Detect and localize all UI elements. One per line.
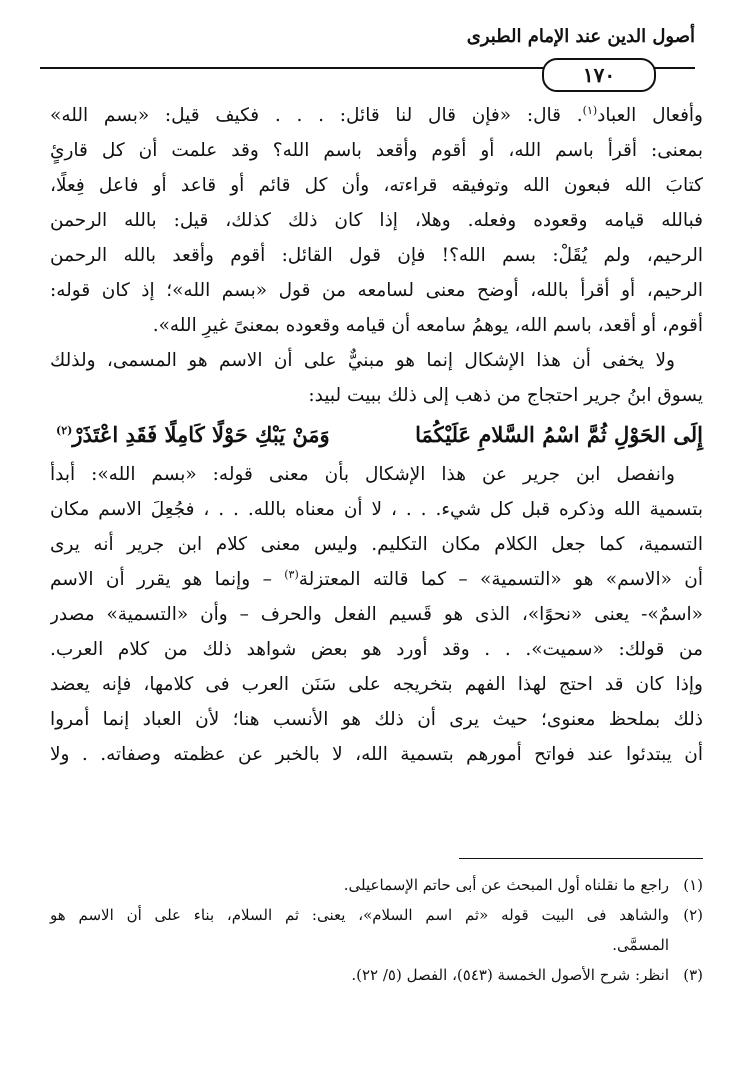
footnote-continuation: المسمَّى.	[612, 936, 669, 954]
footnotes	[50, 870, 703, 990]
text-line: وإذا كان قد احتج لهذا الفهم بتخريجه على سَنَن العرب فى كلامها، فإنه يعضد	[50, 674, 703, 695]
text-line: ولا يخفى أن هذا الإشكال إنما هو مبنيٌّ على أن الاسم هو المسمى، ولذلك	[50, 350, 675, 371]
text-line: بمعنى: أقرأ باسم الله، أو أقوم وأقعد باسم الله؟ وقد علمت أن كل قارئٍ	[50, 140, 703, 161]
text-line: ذلك بملحظ معنوى؛ حيث يرى أن ذلك هو الأنسب هنا؛ لأن العباد إنما أمروا	[50, 709, 703, 730]
footnote-ref: (١)	[582, 103, 598, 117]
text-line: من قولك: «سميت». . . وقد أورد هو بعض شواهد ذلك من كلام العرب.	[50, 639, 703, 660]
text-line: فبالله قيامه وقعوده وفعله. وهلا، إذا كان ذلك كذلك، قيل: بالله الرحمن	[50, 210, 703, 231]
text-line: التسمية، كما جعل الكلام مكان التكليم. وليس معنى كلام ابن جرير أنه يرى	[50, 534, 703, 555]
text-line: أن يبتدئوا عند فواتح أمورهم بتسمية الله، لا بالخبر عن عظمته وصفاته. . ولا	[50, 744, 703, 765]
text-line: الرحيم، أو أقرأ بالله، أوضح معنى لسامعه من قول «بسم الله»؛ إذ كان قوله:	[50, 280, 703, 301]
page-number: ١٧٠	[542, 58, 656, 92]
footnote: (١)راجع ما نقلناه أول المبحث عن أبى حاتم الإسماعيلى.	[343, 876, 703, 894]
footnote: (٣)انظر: شرح الأصول الخمسة (٥٤٣)، الفصل (٥/ ٢٢).	[351, 966, 703, 984]
text-line: بتسمية الله وذكره قبل كل شيء. . . ، لا أن معناه بالله. . . ، فجُعِلَ الاسم مكان	[50, 499, 703, 520]
text-line: «اسمٌ»- يعنى «نحوًا»، الذى هو قَسيم الفعل والحرف – وأن «التسمية» مصدر	[50, 604, 703, 625]
verse-second-hemistich: وَمَنْ يَبْكِ حَوْلًا كَامِلًا فَقَدِ اعْتَذَرْ$^{(٢)}$	[56, 422, 330, 447]
text-line: أن «الاسم» هو «التسمية» – كما قالته المعتزلة$^{(٣)}$ – وإنما هو يقرر أن الاسم	[50, 567, 703, 590]
footnote: (٢)والشاهد فى البيت قوله «ثم اسم السلام»، يعنى: ثم السلام، بناء على أن الاسم هو	[50, 906, 703, 924]
footnote-ref: (٢)	[56, 424, 73, 437]
main-text	[50, 98, 703, 772]
running-title: أصول الدين عند الإمام الطبرى	[466, 26, 695, 47]
text-line: وأفعال العباد$^{(١)}$. قال: «فإن قال لنا قائل: . . . فكيف قيل: «بسم الله»	[50, 103, 703, 126]
text-line: الرحيم، ولم يُقَلْ: بسم الله؟! فإن قول القائل: أقوم وأقعد بالله الرحمن	[50, 245, 703, 266]
footnote-rule	[459, 858, 703, 859]
text-line: يسوق ابنُ جرير احتجاج من ذهب إلى ذلك ببيت لبيد:	[308, 385, 703, 406]
text-line: وانفصل ابن جرير عن هذا الإشكال بأن معنى قوله: «بسم الله»: أبدأ	[50, 464, 675, 485]
footnote-ref: (٣)	[284, 567, 299, 581]
verse-first-hemistich: إِلَى الحَوْلِ ثُمَّ اسْمُ السَّلامِ عَلَيْكُمَا	[415, 422, 703, 447]
poetry-verse	[50, 413, 703, 457]
text-line: أقوم، أو أقعد، باسم الله، يوهمُ سامعه أن قيامه وقعوده بمعنىً غيرِ الله».	[152, 315, 703, 336]
text-line: كتابَ الله فبعون الله وتوفيقه قراءته، وأن كل قائم أو قاعد أو فاعل فِعلًا،	[50, 175, 703, 196]
